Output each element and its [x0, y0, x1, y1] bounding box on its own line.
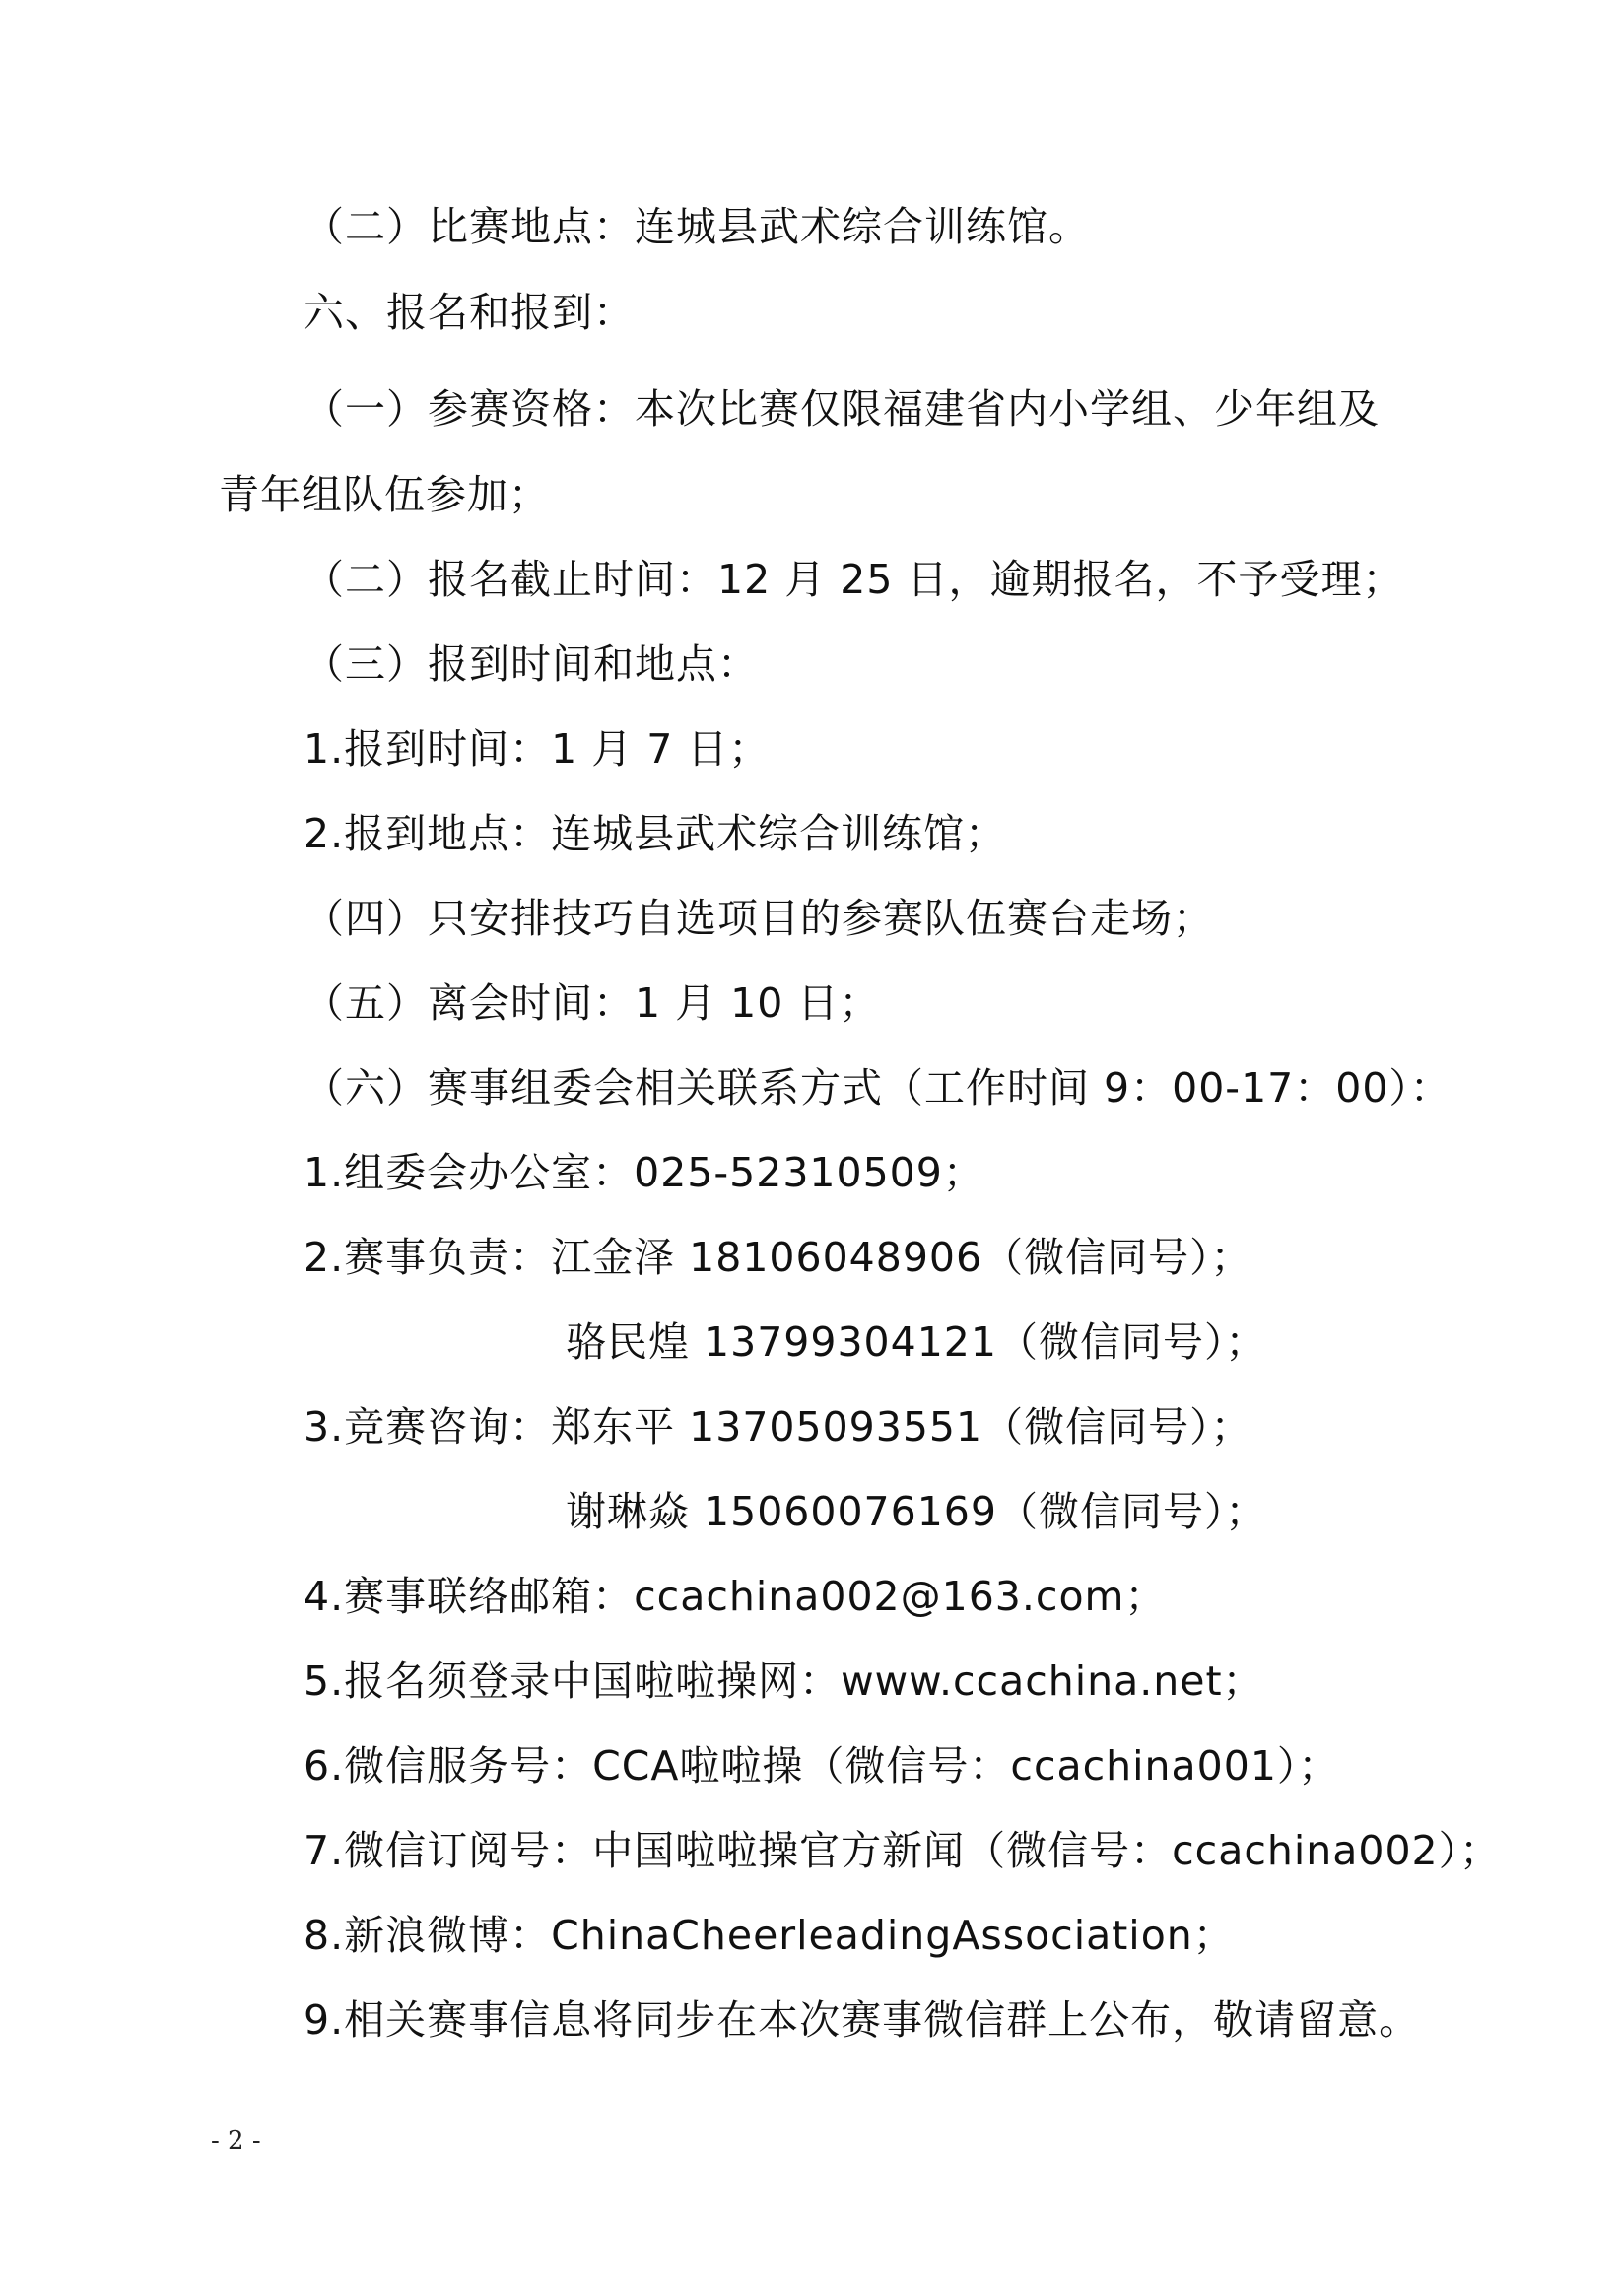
text-line-email: 4.赛事联络邮箱：ccachina002@163.com； — [304, 1573, 1167, 1620]
text-line-check-in-time: 1.报到时间：1 月 7 日； — [304, 725, 771, 773]
text-line-competition-contact-1: 3.竞赛咨询：郑东平 13705093551（微信同号）； — [304, 1403, 1252, 1451]
text-line-check-in-place: 2.报到地点：连城县武术综合训练馆； — [304, 810, 1007, 857]
text-line-competition-contact-2: 谢琳焱 15060076169（微信同号）； — [566, 1488, 1267, 1535]
text-line-event-contact-2: 骆民煌 13799304121（微信同号）； — [566, 1318, 1267, 1366]
text-line-check-in-heading: （三）报到时间和地点： — [304, 641, 759, 688]
text-line-event-contact-1: 2.赛事负责：江金泽 18106048906（微信同号）； — [304, 1234, 1252, 1281]
section-heading-registration: 六、报名和报到： — [304, 289, 635, 336]
text-line-registration-deadline: （二）报名截止时间：12 月 25 日，逾期报名，不予受理； — [304, 556, 1404, 603]
text-line-rehearsal: （四）只安排技巧自选项目的参赛队伍赛台走场； — [304, 895, 1214, 942]
text-line-contact-heading: （六）赛事组委会相关联系方式（工作时间 9：00-17：00）： — [304, 1064, 1452, 1112]
text-line-venue: （二）比赛地点：连城县武术综合训练馆。 — [304, 203, 1090, 250]
text-line-notice: 9.相关赛事信息将同步在本次赛事微信群上公布，敬请留意。 — [304, 1996, 1421, 2044]
text-line-departure: （五）离会时间：1 月 10 日； — [304, 979, 881, 1027]
text-line-eligibility-continued: 青年组队伍参加； — [219, 471, 550, 518]
text-line-wechat-subscription: 7.微信订阅号：中国啦啦操官方新闻（微信号：ccachina002）； — [304, 1827, 1502, 1874]
text-line-office-phone: 1.组委会办公室：025-52310509； — [304, 1149, 984, 1196]
text-line-weibo: 8.新浪微博：ChinaCheerleadingAssociation； — [304, 1912, 1235, 1959]
page-number: - 2 - — [211, 2127, 261, 2156]
text-line-registration-website: 5.报名须登录中国啦啦操网：www.ccachina.net； — [304, 1657, 1264, 1705]
text-line-eligibility: （一）参赛资格：本次比赛仅限福建省内小学组、少年组及 — [304, 385, 1380, 433]
text-line-wechat-service: 6.微信服务号：CCA啦啦操（微信号：ccachina001）； — [304, 1742, 1340, 1790]
